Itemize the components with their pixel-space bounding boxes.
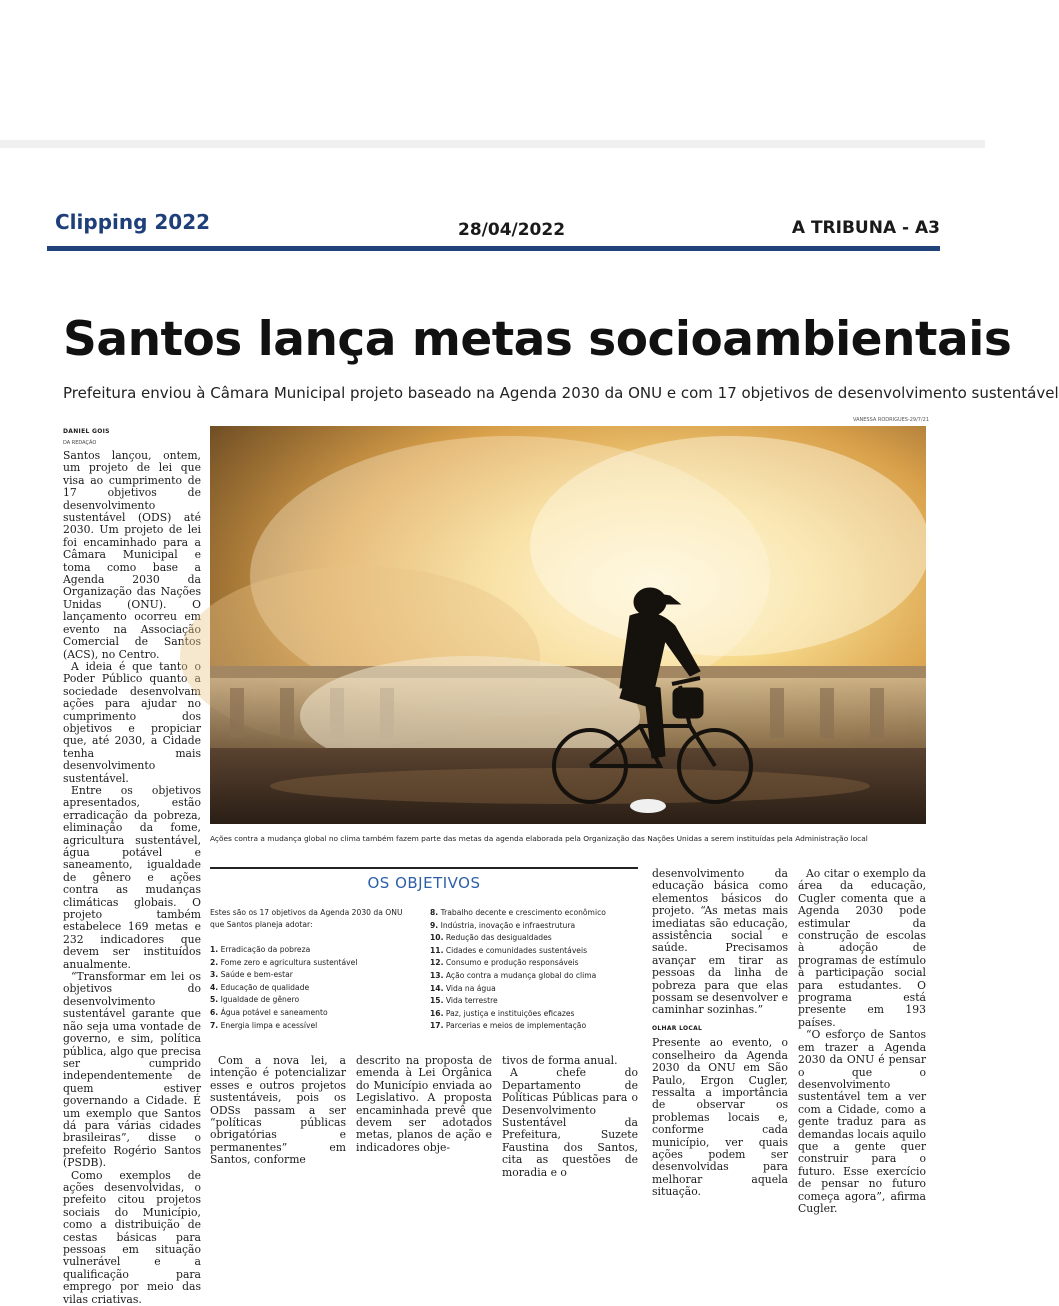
list-item: 7. Energia limpa e acessível (210, 1020, 318, 1030)
paragraph: Como exemplos de ações desenvolvidas, o prefeito citou projetos sociais do Município, como a distribuição de cestas básicas para pessoas em situação vulnerável e a qualificação para emprego por meio das vilas criativas. (63, 1168, 201, 1306)
cyclist-wave-photo (210, 426, 926, 824)
paragraph: descrito na proposta de emenda à Lei Orgânica do Município enviada ao Legislativo. A proposta encaminhada prevê que devem ser adotados metas, planos de ação e indicadores obje- (356, 1054, 492, 1154)
list-item: 4. Educação de qualidade (210, 982, 310, 992)
list-item: 6. Água potável e saneamento (210, 1007, 328, 1017)
list-item: 13. Ação contra a mudança global do clima (430, 970, 597, 980)
list-item: 5. Igualdade de gênero (210, 995, 300, 1005)
article-column-1 (63, 449, 201, 1306)
objectives-intro: Estes são os 17 objetivos da Agenda 2030 da ONU que Santos planeja adotar: (210, 908, 403, 929)
paragraph: Presente ao evento, o conselheiro da Agenda 2030 da ONU em São Paulo, Ergon Cugler, ressalta a importância de observar os problemas locais e, conforme cada município, ver quais ações podem ser desenvolvidas para melhorar aquela situação. (652, 1036, 788, 1199)
photo-caption: Ações contra a mudança global no clima também fazem parte das metas da agenda elaborada pela Organização das Nações Unidas a serem instituídas pela Administração local (210, 834, 868, 843)
list-item: 14. Vida na água (430, 983, 496, 993)
article-photo (210, 426, 926, 824)
article-column-5 (652, 867, 788, 1199)
article-column-2 (210, 1054, 346, 1167)
article-headline: Santos lança metas socioambientais (63, 312, 1012, 367)
list-item: 16. Paz, justiça e instituições eficazes (430, 1008, 575, 1018)
list-item: 17. Parcerias e meios de implementação (430, 1021, 587, 1031)
objectives-box-rule (210, 867, 638, 869)
paragraph: desenvolvimento da educação básica como elementos básicos do projeto. “As metas mais imediatas são educação, assistência social e saúde. Precisamos avançar em tirar as pessoas da linha de pobreza para que elas possam se desenvolver e caminhar sozinhas.” (652, 867, 788, 1017)
paragraph: Santos lançou, ontem, um projeto de lei que visa ao cumprimento de 17 objetivos de desenvolvimento sustentável (ODS) até 2030. Um projeto de lei foi encaminhado para a Câmara Municipal e toma como base a Agenda 2030 da Organização das Nações Unidas (ONU). O lançamento ocorreu em evento na Associação Comercial de Santos (ACS), no Centro. (63, 449, 201, 661)
clipping-label: Clipping 2022 (55, 210, 211, 234)
objectives-list-right (430, 907, 606, 1033)
article-column-6 (798, 867, 926, 1215)
article-subhead: Prefeitura enviou à Câmara Municipal projeto baseado na Agenda 2030 da ONU e com 17 objetivos de desenvolvimento sustentável (63, 384, 1059, 402)
paragraph: Ao citar o exemplo da área da educação, Cugler comenta que a Agenda 2030 pode estimular da construção de escolas à adoção de programas de estímulo à participação social para estudantes. O programa está presente em 193 países. (798, 867, 926, 1029)
clipping-date: 28/04/2022 (458, 220, 566, 240)
paragraph: “Transformar em lei os objetivos do desenvolvimento sustentável garante que não seja uma vontade de governo, e sim, política pública, algo que precisa ser cumprido independentemente de quem estiver governando a Cidade. É um exemplo que Santos dá para várias cidades brasileiras”, disse o prefeito Rogério Santos (PSDB). (63, 970, 201, 1170)
article-column-4 (502, 1054, 638, 1179)
paragraph: Entre os objetivos apresentados, estão erradicação da pobreza, eliminação da fome, agricultura sustentável, água potável e saneamento, igualdade de gênero e ações contra as mudanças climáticas globais. O projeto também estabelece 169 metas e 232 indicadores que devem ser instituídos anualmente. (63, 783, 201, 971)
header-rule (47, 246, 940, 251)
page-top-margin (0, 0, 985, 140)
list-item: 2. Fome zero e agricultura sustentável (210, 957, 358, 967)
paragraph: “O esforço de Santos em trazer a Agenda 2030 da ONU é pensar o que o desenvolvimento sustentável tem a ver com a Cidade, como a gente traduz para as demandas locais aquilo que a gente quer construir para o futuro. Esse exercício de pensar no futuro começa agora”, afirma Cugler. (798, 1028, 926, 1215)
list-item: 9. Indústria, inovação e infraestrutura (430, 920, 576, 930)
objectives-list-left (210, 944, 357, 1032)
page-divider (0, 140, 985, 148)
list-item: 8. Trabalho decente e crescimento econômico (430, 908, 606, 917)
list-item: 1. Erradicação da pobreza (210, 945, 311, 954)
list-item: 3. Saúde e bem-estar (210, 970, 293, 980)
list-item: 10. Redução das desigualdades (430, 933, 552, 943)
paragraph: Com a nova lei, a intenção é potencializar esses e outros projetos sustentáveis, pois os ODSs passam a ser “políticas públicas obrigatórias e permanentes” em Santos, conforme (210, 1054, 346, 1167)
paragraph: A ideia é que tanto o Poder Público quanto a sociedade desenvolvam ações para ajudar no cumprimento dos objetivos e propiciar que, até 2030, a Cidade tenha mais desenvolvimento sustentável. (63, 659, 201, 785)
objectives-box-title: OS OBJETIVOS (367, 874, 481, 892)
paragraph: tivos de forma anual. (502, 1054, 618, 1067)
list-item: 11. Cidades e comunidades sustentáveis (430, 945, 588, 955)
article-column-3 (356, 1054, 492, 1154)
photo-credit: VANESSA RODRIGUES-29/7/21 (853, 417, 930, 423)
paragraph: A chefe do Departamento de Políticas Públicas para o Desenvolvimento Sustentável da Prefeitura, Suzete Faustina dos Santos, cita as questões de moradia e o (502, 1066, 638, 1179)
byline-desk: DA REDAÇÃO (63, 440, 97, 446)
byline: DANIEL GOIS (63, 428, 110, 435)
section-heading: OLHAR LOCAL (652, 1024, 703, 1032)
list-item: 12. Consumo e produção responsáveis (430, 958, 579, 968)
list-item: 15. Vida terrestre (430, 996, 498, 1006)
clipping-source: A TRIBUNA - A3 (791, 218, 940, 238)
